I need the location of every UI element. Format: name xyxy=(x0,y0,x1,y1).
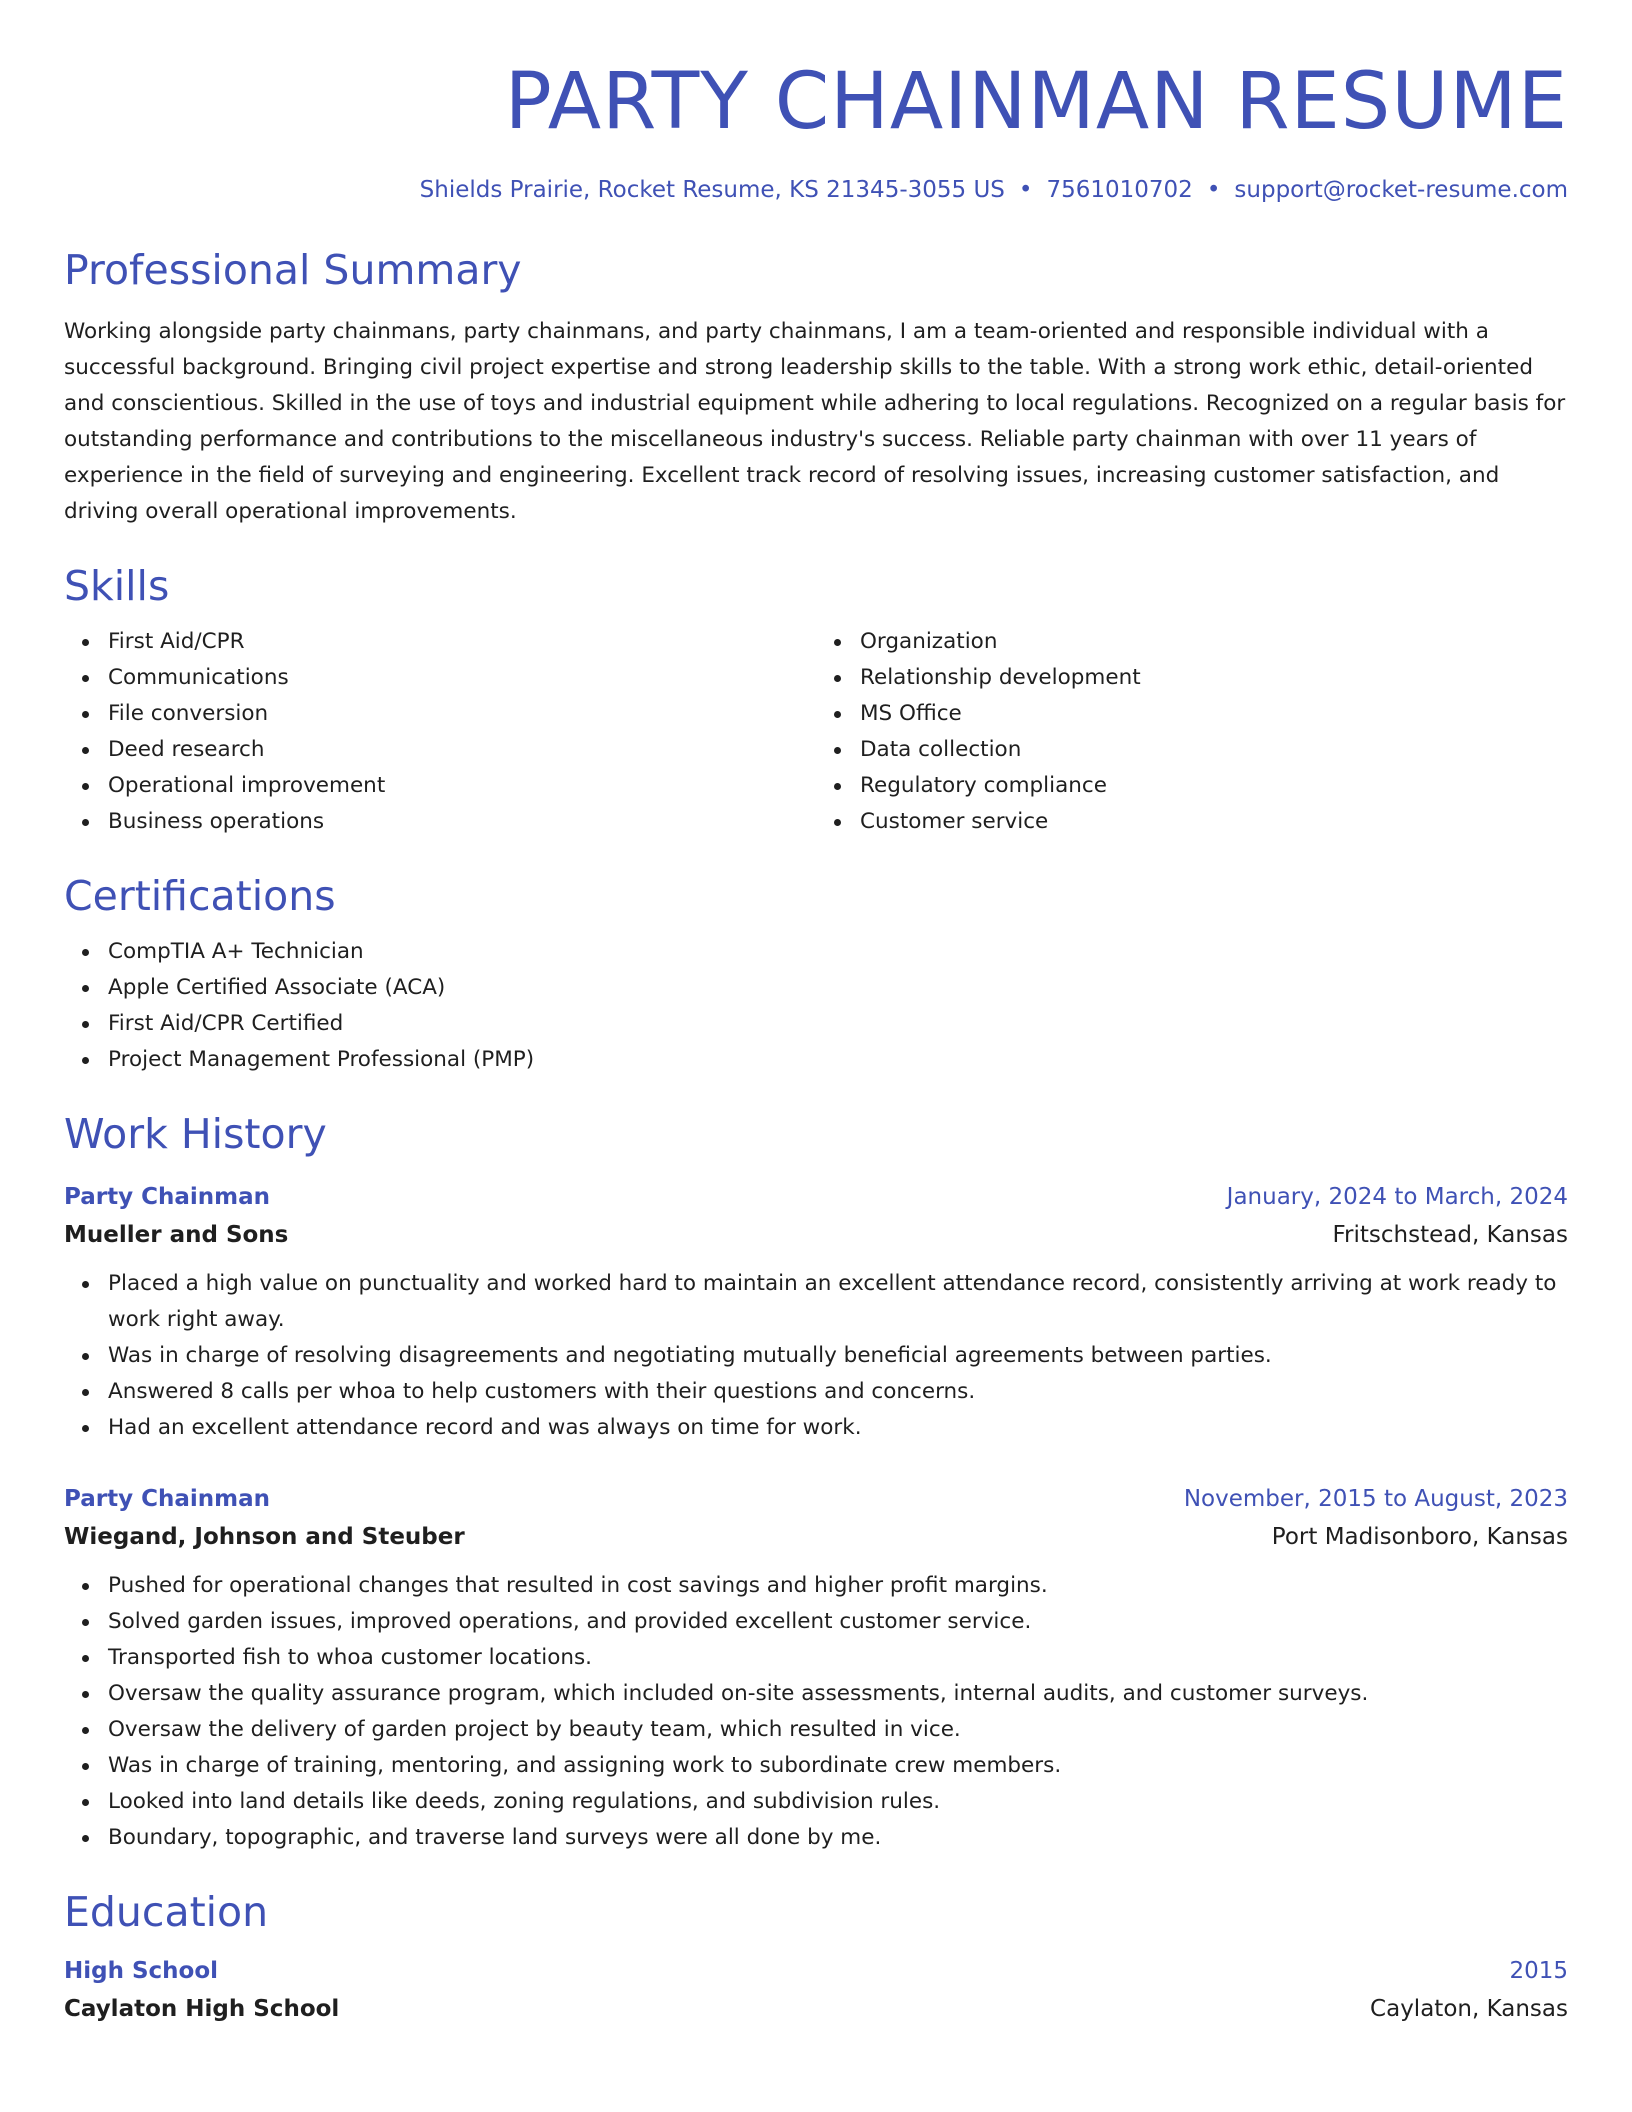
job-duty: Pushed for operational changes that resulted in cost savings and higher profit margins. xyxy=(108,1568,1568,1604)
job-duty: Oversaw the delivery of garden project by beauty team, which resulted in vice. xyxy=(108,1712,1568,1748)
job-title: Party Chainman xyxy=(64,1184,270,1210)
skill-item: File conversion xyxy=(108,696,816,732)
education-school-row xyxy=(64,1990,1568,2028)
certification-item: Project Management Professional (PMP) xyxy=(108,1042,1568,1078)
skill-item: Regulatory compliance xyxy=(860,768,1568,804)
job-employer-row xyxy=(64,1216,1568,1254)
contact-email[interactable]: support@rocket-resume.com xyxy=(1234,177,1568,203)
skill-item: Organization xyxy=(860,624,1568,660)
skills-heading: Skills xyxy=(64,562,170,610)
education-header-row xyxy=(64,1952,1568,1990)
job-employer: Mueller and Sons xyxy=(64,1222,289,1248)
certification-item: CompTIA A+ Technician xyxy=(108,934,1568,970)
education-heading: Education xyxy=(64,1888,269,1936)
job-duty: Placed a high value on punctuality and worked hard to maintain an excellent attendance record, consistently arriving at work ready to work right away. xyxy=(108,1266,1568,1338)
job-duties-list xyxy=(64,1568,1568,1856)
job-duty: Looked into land details like deeds, zoning regulations, and subdivision rules. xyxy=(108,1784,1568,1820)
job-header-row xyxy=(64,1480,1568,1518)
job-duties-list xyxy=(64,1266,1568,1446)
certification-item: Apple Certified Associate (ACA) xyxy=(108,970,1568,1006)
job-location: Port Madisonboro, Kansas xyxy=(1271,1524,1568,1550)
job-duty: Was in charge of resolving disagreements and negotiating mutually beneficial agreements between parties. xyxy=(108,1338,1568,1374)
education-year: 2015 xyxy=(1509,1958,1568,1984)
skill-item: Data collection xyxy=(860,732,1568,768)
job-employer-row xyxy=(64,1518,1568,1556)
skill-item: Deed research xyxy=(108,732,816,768)
contact-line xyxy=(64,174,1568,206)
certifications-list xyxy=(64,934,1568,1078)
contact-separator: • xyxy=(1018,177,1033,203)
job-duty: Oversaw the quality assurance program, which included on-site assessments, internal audits, and customer surveys. xyxy=(108,1676,1568,1712)
skill-item: Operational improvement xyxy=(108,768,816,804)
skills-list-right xyxy=(816,624,1568,840)
skill-item: MS Office xyxy=(860,696,1568,732)
job-location: Fritschstead, Kansas xyxy=(1332,1222,1568,1248)
resume-name: PARTY CHAINMAN RESUME xyxy=(504,57,1568,147)
skills-list-left xyxy=(64,624,816,840)
skill-item: Relationship development xyxy=(860,660,1568,696)
job-employer: Wiegand, Johnson and Steuber xyxy=(64,1524,465,1550)
contact-address: Shields Prairie, Rocket Resume, KS 21345-3055 US xyxy=(419,177,1005,203)
education-degree: High School xyxy=(64,1958,219,1984)
contact-separator: • xyxy=(1206,177,1221,203)
work-history-heading: Work History xyxy=(64,1110,327,1158)
job-dates: January, 2024 to March, 2024 xyxy=(1226,1184,1568,1210)
summary-text: Working alongside party chainmans, party chainmans, and party chainmans, I am a team-oriented and responsible individual with a successful background. Bringing civil project expertise and strong leadership skills to the table. With a strong work ethic, detail-oriented and conscientious. Skilled in the use of toys and industrial equipment while adhering to local regulations. Recognized on a regular basis for outstanding performance and contributions to the miscellaneous industry's success. Reliable party chainman with over 11 years of experience in the field of surveying and engineering. Excellent track record of resolving issues, increasing customer satisfaction, and driving overall operational improvements. xyxy=(64,319,1566,524)
job-duty: Transported fish to whoa customer locations. xyxy=(108,1640,1568,1676)
job-duty: Had an excellent attendance record and was always on time for work. xyxy=(108,1410,1568,1446)
job-entry xyxy=(64,1178,1568,1446)
skill-item: Customer service xyxy=(860,804,1568,840)
education-location: Caylaton, Kansas xyxy=(1370,1996,1568,2022)
job-duty: Boundary, topographic, and traverse land surveys were all done by me. xyxy=(108,1820,1568,1856)
job-entry xyxy=(64,1480,1568,1856)
education-entry xyxy=(64,1952,1568,2028)
job-dates: November, 2015 to August, 2023 xyxy=(1183,1486,1568,1512)
skills-grid xyxy=(64,624,1568,840)
certification-item: First Aid/CPR Certified xyxy=(108,1006,1568,1042)
skill-item: Business operations xyxy=(108,804,816,840)
job-header-row xyxy=(64,1178,1568,1216)
job-duty: Was in charge of training, mentoring, and assigning work to subordinate crew members. xyxy=(108,1748,1568,1784)
job-title: Party Chainman xyxy=(64,1486,270,1512)
skills-column-right xyxy=(816,624,1568,840)
education-school: Caylaton High School xyxy=(64,1996,340,2022)
summary-heading: Professional Summary xyxy=(64,246,522,294)
certifications-heading: Certifications xyxy=(64,872,336,920)
skill-item: First Aid/CPR xyxy=(108,624,816,660)
contact-phone: 7561010702 xyxy=(1046,177,1193,203)
job-duty: Solved garden issues, improved operations, and provided excellent customer service. xyxy=(108,1604,1568,1640)
job-duty: Answered 8 calls per whoa to help customers with their questions and concerns. xyxy=(108,1374,1568,1410)
skill-item: Communications xyxy=(108,660,816,696)
skills-column-left xyxy=(64,624,816,840)
